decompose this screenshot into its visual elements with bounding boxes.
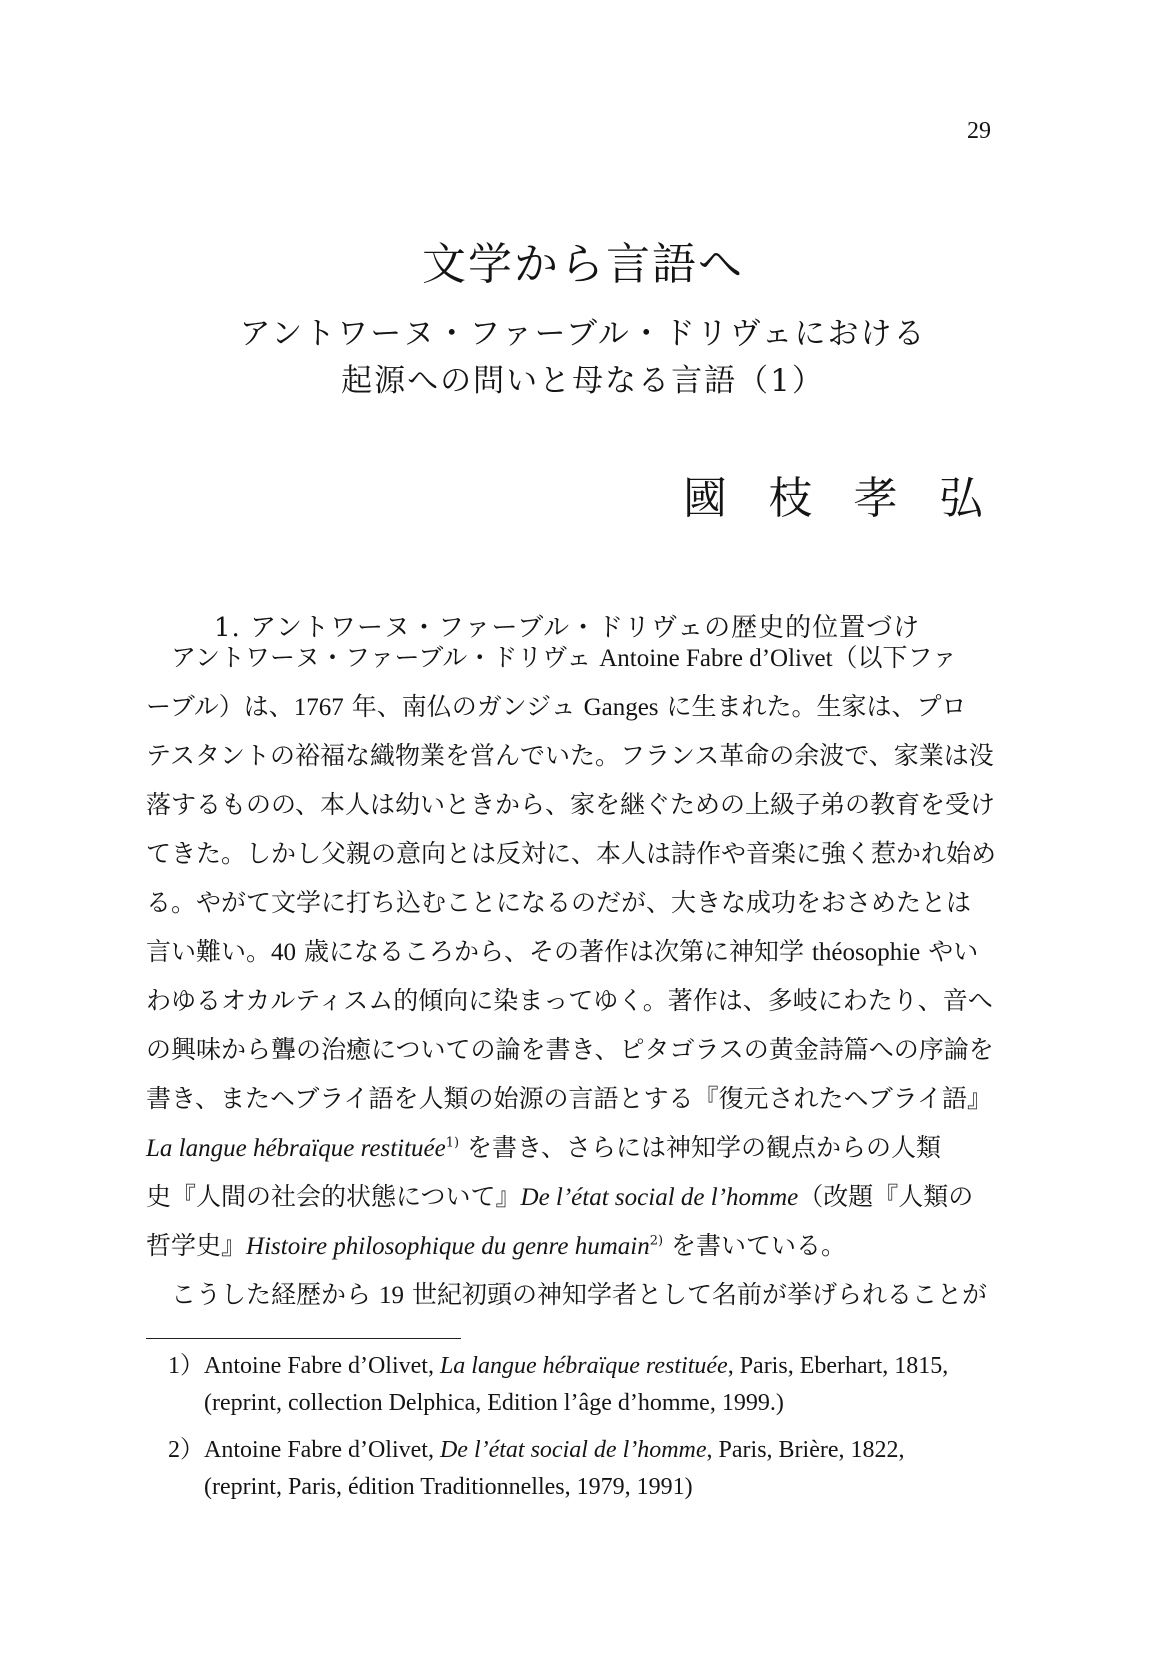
footnote-2-continuation: (reprint, Paris, édition Traditionnelles, 1979, 1991) [204,1474,693,1500]
article-title: 文学から言語へ [422,239,744,290]
body-line: 哲学史』Histoire philosophique du genre humain$^{2)}$ を書いている。 [146,1231,847,1260]
footnote-1-continuation: (reprint, collection Delphica, Edition l’âge d’homme, 1999.) [204,1390,784,1416]
footnote-1: 1）Antoine Fabre d’Olivet, La langue hébraïque restituée, Paris, Eberhart, 1815, [168,1353,949,1379]
body-line: テスタントの裕福な織物業を営んでいた。フランス革命の余波で、家業は没 [146,741,994,770]
footnote-2: 2）Antoine Fabre d’Olivet, De l’état social de l’homme, Paris, Brière, 1822, [168,1437,905,1463]
section-heading: 1. アントワーヌ・ファーブル・ドリヴェの歴史的位置づけ [214,613,921,643]
body-paragraph [146,633,1024,1319]
body-line: る。やがて文学に打ち込むことになるのだが、大きな成功をおさめたとは [146,888,972,917]
author-name [683,462,983,526]
author-char: 國 [683,473,727,524]
footnotes [168,1348,1028,1506]
footnote-ref: 2) [649,1233,664,1249]
page-number: 29 [967,118,991,144]
body-line: ーブル）は、1767 年、南仏のガンジュ Ganges に生まれた。生家は、プロ [146,692,967,721]
body-line: La langue hébraïque restituée$^{1)}$ を書き、さらには神知学の観点からの人類 [146,1133,942,1162]
author-char: 枝 [768,473,813,524]
footnote-divider [146,1338,461,1339]
article-subtitle-line2: 起源への問いと母なる言語（1） [341,363,825,399]
body-line: 落するものの、本人は幼いときから、家を継ぐための上級子弟の教育を受け [146,790,996,819]
author-char: 弘 [938,473,983,524]
body-line: 言い難い。40 歳になるころから、その著作は次第に神知学 théosophie やい [146,937,979,966]
article-subtitle-line1: アントワーヌ・ファーブル・ドリヴェにおける [239,316,927,352]
body-line: の興味から聾の治癒についての論を書き、ピタゴラスの黄金詩篇への序論を [146,1035,994,1064]
author-char: 孝 [853,473,898,524]
body-line: 史『人間の社会的状態について』De l’état social de l’homme（改題『人類の [146,1182,974,1211]
body-line: 書き、またヘブライ語を人類の始源の言語とする『復元されたヘブライ語』 [146,1084,993,1113]
body-line: アントワーヌ・ファーブル・ドリヴェ Antoine Fabre d’Olivet（以下ファ [171,643,958,672]
body-line: てきた。しかし父親の意向とは反対に、本人は詩作や音楽に強く惹かれ始め [146,839,997,868]
body-line: わゆるオカルティスム的傾向に染まってゆく。著作は、多岐にわたり、音へ [146,986,993,1015]
footnote-ref: 1) [445,1135,460,1151]
body-line: こうした経歴から 19 世紀初頭の神知学者として名前が挙げられることが [171,1280,987,1309]
